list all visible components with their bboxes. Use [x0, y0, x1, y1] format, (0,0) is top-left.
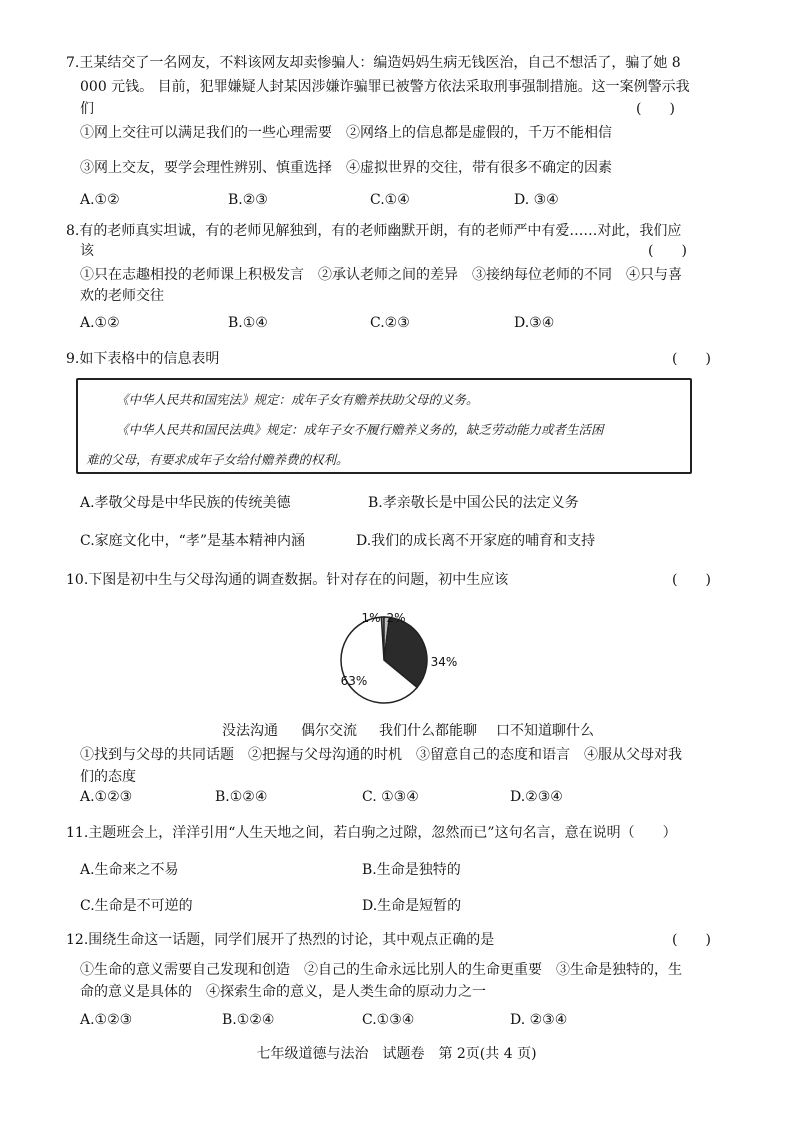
q12-stem: 12.围绕生命这一话题，同学们展开了热烈的讨论，其中观点正确的是 — [66, 932, 495, 948]
q8-items-line-2: 欢的老师交往 — [80, 288, 164, 304]
legend-item-0: 没法沟通 — [222, 723, 278, 739]
q10-option-b: B.①②④ — [215, 789, 268, 805]
pie-label-2: 34% — [430, 655, 458, 669]
q8-stem-line-2: 该 — [80, 243, 94, 259]
q7-option-a: A.①② — [80, 192, 120, 208]
q11-option-a: A.生命来之不易 — [80, 862, 179, 878]
q9-option-c: C.家庭文化中，“孝”是基本精神内涵 — [80, 533, 305, 549]
q10-items-line-2: 们的态度 — [80, 769, 136, 785]
q9-box-line-2: 《中华人民共和国民法典》规定：成年子女不履行赡养义务的，缺乏劳动能力或者生活困 — [116, 422, 604, 437]
q8-option-b: B.①④ — [228, 315, 268, 331]
q7-stem-line-2: 000 元钱。 目前，犯罪嫌疑人封某因涉嫌诈骗罪已被警方依法采取刑事强制措施。这一案例警示我 — [80, 79, 690, 95]
q8-option-d: D.③④ — [514, 315, 555, 331]
q7-stem-line-3: 们 — [80, 101, 94, 117]
pie-label-3: 63% — [340, 674, 368, 688]
q7-option-c: C.①④ — [370, 192, 410, 208]
pie-label-1: 2% — [386, 611, 406, 625]
q7-option-b: B.②③ — [228, 192, 268, 208]
q9-option-b: B.孝亲敬长是中国公民的法定义务 — [368, 495, 579, 511]
q12-items-line-1: ①生命的意义需要自己发现和创造 ②自己的生命永远比别人的生命更重要 ③生命是独特的，生 — [80, 962, 682, 978]
legend-item-2: 我们什么都能聊 — [379, 723, 477, 739]
q12-option-c: C.①③④ — [362, 1012, 415, 1028]
q8-stem-line-1: 8.有的老师真实坦诚，有的老师见解独到，有的老师幽默开朗，有的老师严中有爱……对此，我们应 — [66, 223, 682, 239]
q7-option-d: D. ③④ — [514, 192, 559, 208]
q7-stem-line-1: 7.王某结交了一名网友，不料该网友却卖惨骗人：编造妈妈生病无钱医治，自己不想活了，骗了她 8 — [66, 55, 681, 71]
legend-item-3: 口不知道聊什么 — [496, 723, 594, 739]
page-footer: 七年级道德与法治 试题卷 第 2页(共 4 页) — [256, 1046, 537, 1062]
q10-items-line-1: ①找到与父母的共同话题 ②把握与父母沟通的时机 ③留意自己的态度和语言 ④服从父母对我 — [80, 747, 682, 763]
q11-option-b: B.生命是独特的 — [362, 862, 461, 878]
q11-option-d: D.生命是短暂的 — [362, 898, 462, 914]
q11-stem: 11.主题班会上，洋洋引用“人生天地之间，若白驹之过隙，忽然而已”这句名言，意在说明（ ） — [66, 825, 677, 841]
q7-items-line-1: ①网上交往可以满足我们的一些心理需要 ②网络上的信息都是虚假的，千万不能相信 — [80, 125, 612, 141]
q12-answer-paren: ( ) — [672, 932, 711, 948]
q7-answer-paren: ( ) — [636, 101, 675, 117]
q8-option-c: C.②③ — [370, 315, 410, 331]
q8-items-line-1: ①只在志趣相投的老师课上积极发言 ②承认老师之间的差异 ③接纳每位老师的不同 ④只与喜 — [80, 267, 682, 283]
legend-item-1: 偶尔交流 — [301, 723, 357, 739]
q12-option-b: B.①②④ — [222, 1012, 275, 1028]
q9-box-line-1: 《中华人民共和国宪法》规定：成年子女有赡养扶助父母的义务。 — [116, 392, 479, 407]
pie-label-0: 1% — [361, 611, 381, 625]
q8-option-a: A.①② — [80, 315, 120, 331]
q7-items-line-2: ③网上交友，要学会理性辨别、慎重选择 ④虚拟世界的交往，带有很多不确定的因素 — [80, 160, 612, 176]
q9-stem: 9.如下表格中的信息表明 — [66, 351, 220, 367]
q10-option-c: C. ①③④ — [362, 789, 419, 805]
q9-answer-paren: ( ) — [672, 351, 711, 367]
q8-answer-paren: ( ) — [648, 243, 687, 259]
q10-option-d: D.②③④ — [510, 789, 563, 805]
q12-option-d: D. ②③④ — [510, 1012, 568, 1028]
q10-answer-paren: ( ) — [672, 572, 711, 588]
q12-option-a: A.①②③ — [80, 1012, 133, 1028]
q10-stem: 10.下图是初中生与父母沟通的调查数据。针对存在的问题，初中生应该 — [66, 572, 509, 588]
q9-option-d: D.我们的成长离不开家庭的哺育和支持 — [356, 533, 596, 549]
q9-box-line-3: 难的父母，有要求成年子女给付赡养费的权利。 — [86, 452, 349, 467]
q11-option-c: C.生命是不可逆的 — [80, 898, 193, 914]
survey-pie-chart — [328, 600, 468, 712]
q10-option-a: A.①②③ — [80, 789, 133, 805]
q9-option-a: A.孝敬父母是中华民族的传统美德 — [80, 495, 291, 511]
q9-law-excerpt-box — [76, 378, 692, 474]
q12-items-line-2: 命的意义是具体的 ④探索生命的意义，是人类生命的原动力之一 — [80, 984, 486, 1000]
